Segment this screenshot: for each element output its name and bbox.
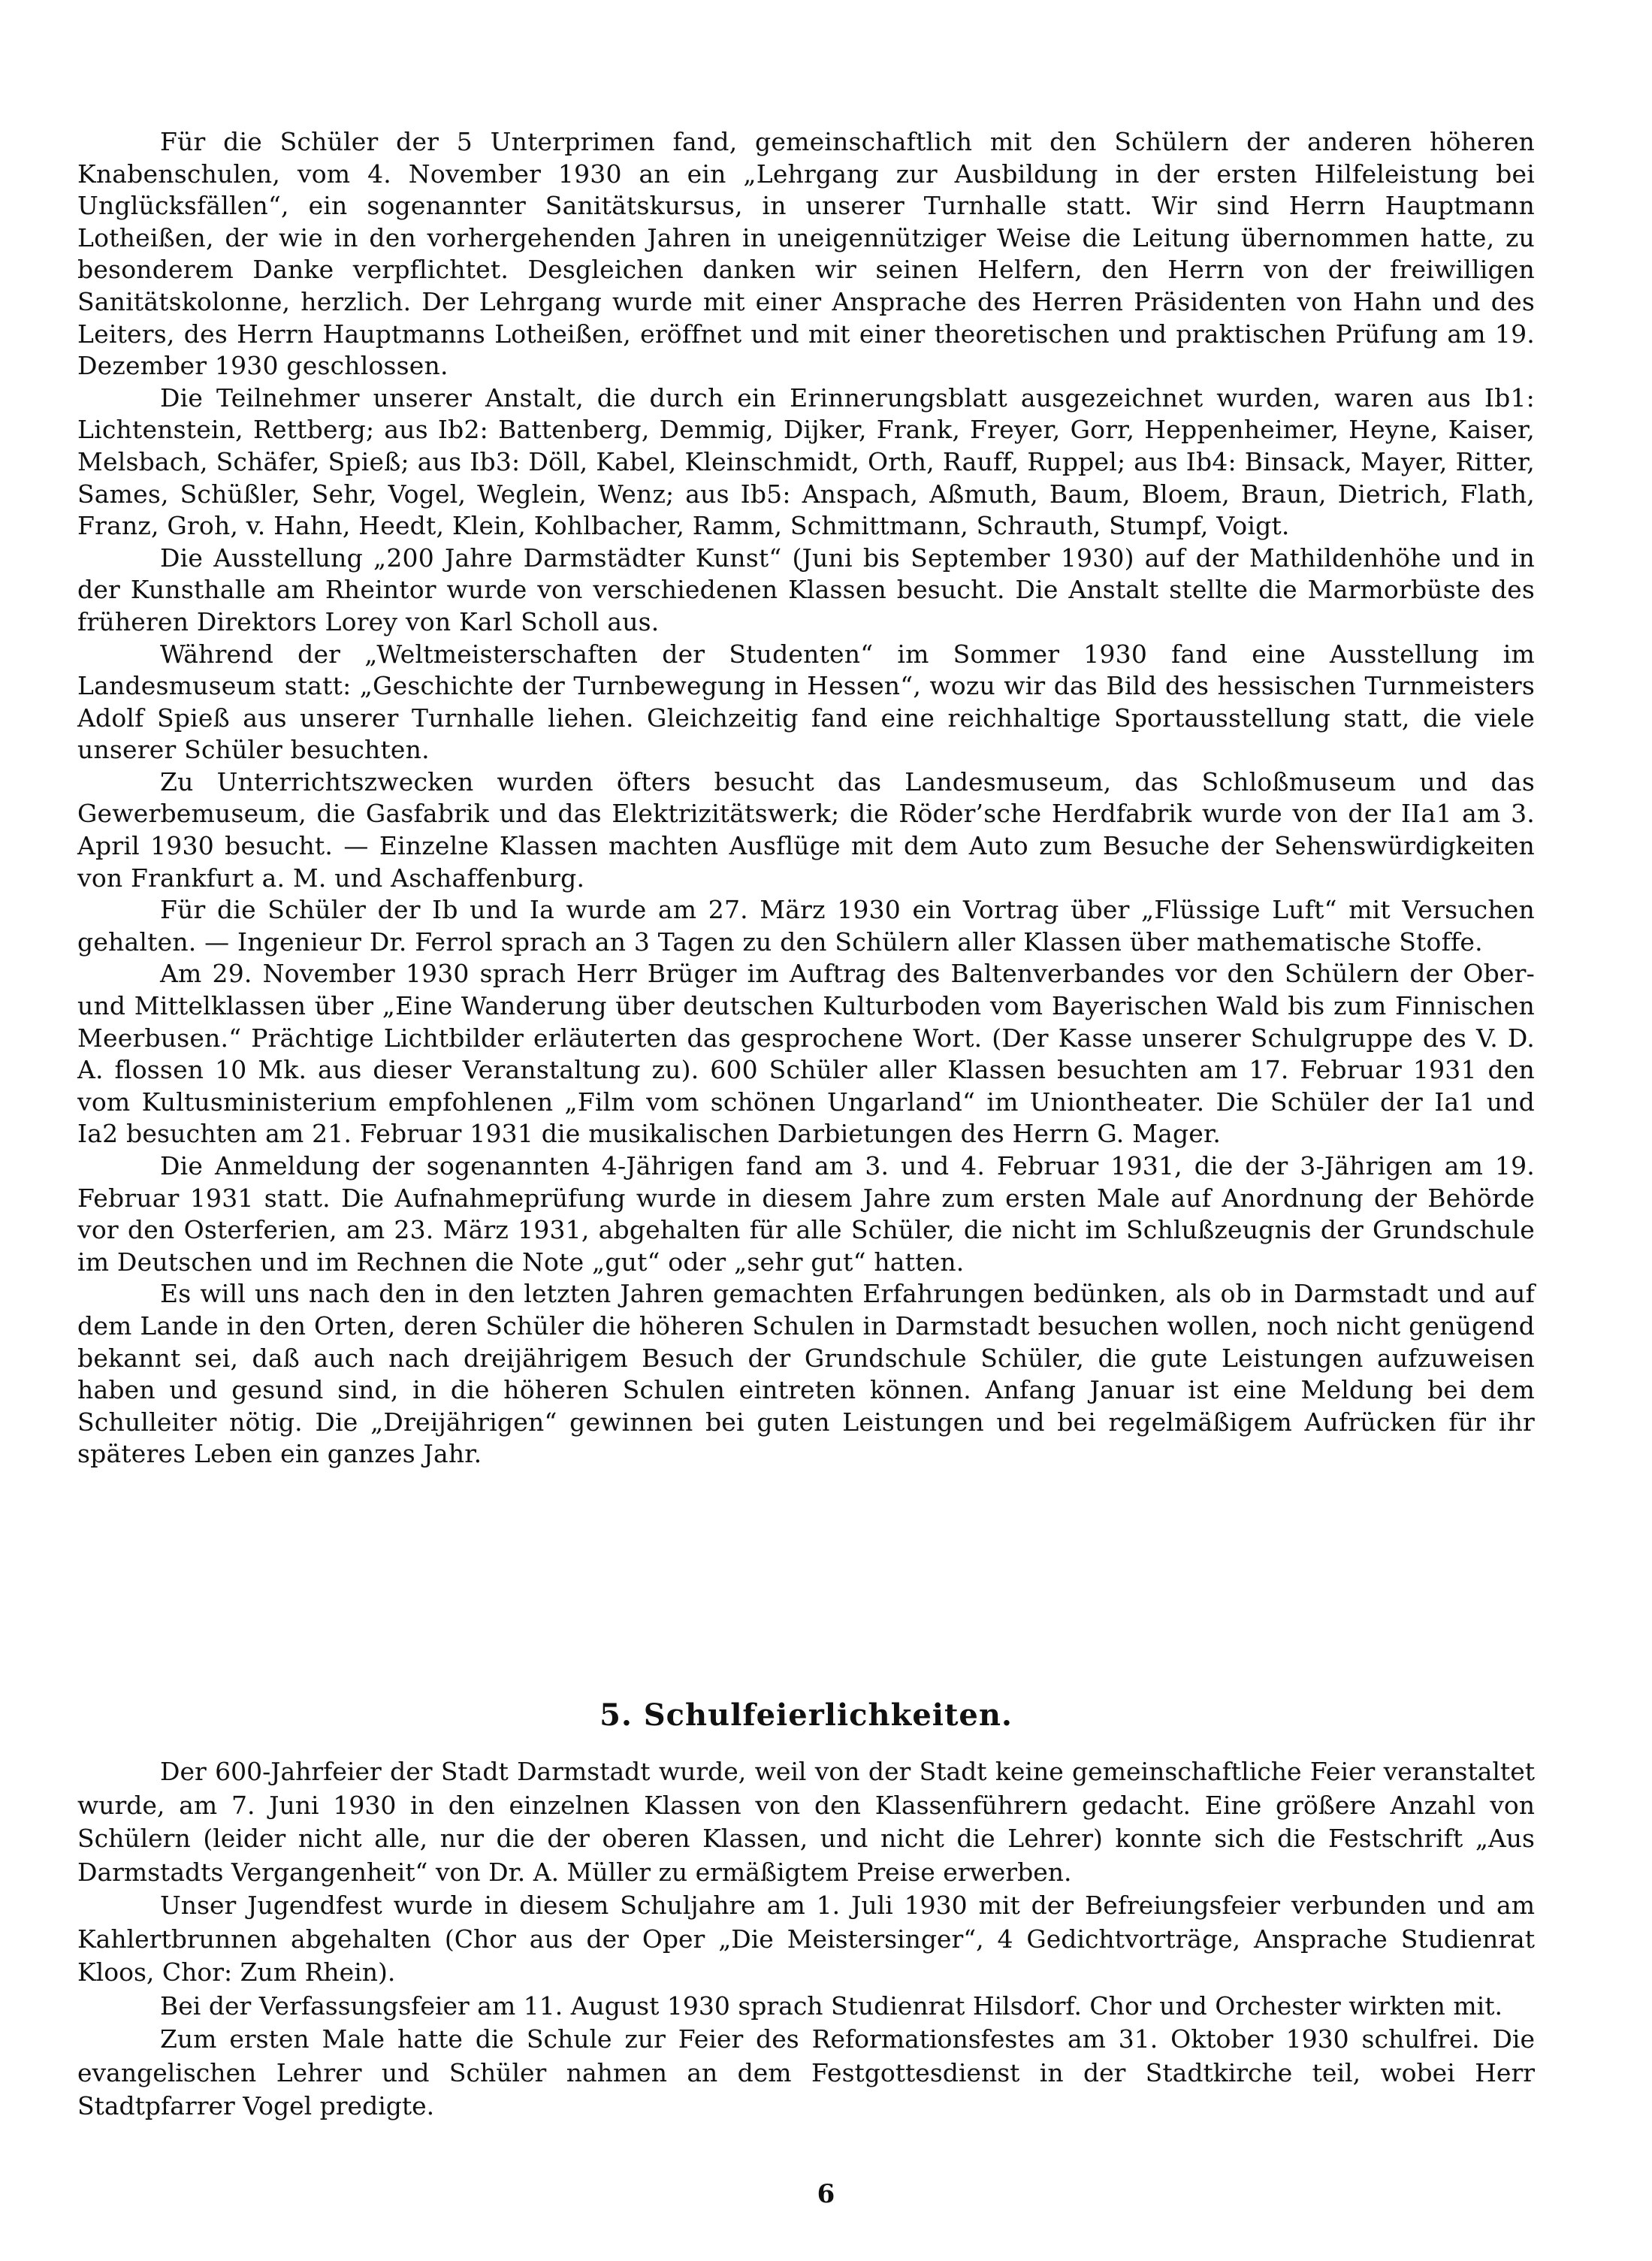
paragraph-verfassungsfeier: Bei der Verfassungsfeier am 11. August 1930 sprach Studienrat Hilsdorf. Chor und Orchester wirkten mit. bbox=[160, 1990, 1503, 2021]
paragraph-dreijaehrige: Es will uns nach den in den letzten Jahren gemachten Erfahrungen bedünken, als ob in Darmstadt und auf dem Lande in den Orten, deren Schüler die höheren Schulen in Darmstadt besuchen wollen, noch nicht genügend bekannt sei, daß auch nach dreijährigem Besuch der Grundschule Schüler, die gute Leistungen aufzuweisen haben und gesund sind, in die höheren Schulen eintreten können. Anfang Januar ist eine Meldung bei dem Schulleiter nötig. Die „Dreijährigen“ gewinnen bei guten Leistungen und bei regelmäßigem Aufrücken für ihr späteres Leben ein ganzes Jahr. bbox=[77, 1279, 1535, 1469]
paragraph-sanitaetskursus: Für die Schüler der 5 Unterprimen fand, gemeinschaftlich mit den Schülern der anderen höheren Knabenschulen, vom 4. November 1930 an ein „Lehrgang zur Ausbildung in der ersten Hilfeleistung bei Unglücksfällen“, ein sogenannter Sanitätskursus, in unserer Turnhalle statt. Wir sind Herrn Hauptmann Lotheißen, der wie in den vorhergehenden Jahren in uneigennütziger Weise die Leitung übernommen hatte, zu besonderem Danke verpflichtet. Desgleichen danken wir seinen Helfern, den Herrn von der freiwilligen Sanitätskolonne, herzlich. Der Lehrgang wurde mit einer Ansprache des Herren Präsidenten von Hahn und des Leiters, des Herrn Hauptmanns Lotheißen, eröffnet und mit einer theoretischen und praktischen Prüfung am 19. Dezember 1930 geschlossen. bbox=[77, 127, 1535, 381]
paragraph-600-jahrfeier: Der 600-Jahrfeier der Stadt Darmstadt wurde, weil von der Stadt keine gemeinschaftliche Feier veranstaltet wurde, am 7. Juni 1930 in den einzelnen Klassen von den Klassenführern gedacht. Eine größere Anzahl von Schülern (leider nicht alle, nur die der oberen Klassen, und nicht die Lehrer) konnte sich die Festschrift „Aus Darmstadts Vergangenheit“ von Dr. A. Müller zu ermäßigtem Preise erwerben. bbox=[77, 1757, 1535, 1887]
paragraph-jugendfest: Unser Jugendfest wurde in diesem Schuljahre am 1. Juli 1930 mit der Befreiungsfeier verbunden und am Kahlertbrunnen abgehalten (Chor aus der Oper „Die Meistersinger“, 4 Gedichtvorträge, Ansprache Studienrat Kloos, Chor: Zum Rhein). bbox=[77, 1891, 1535, 1987]
paragraph-reformationsfest: Zum ersten Male hatte die Schule zur Feier des Reformationsfestes am 31. Oktober 1930 schulfrei. Die evangelischen Lehrer und Schüler nahmen an dem Festgottesdienst in der Stadtkirche teil, wobei Herr Stadtpfarrer Vogel predigte. bbox=[77, 2024, 1535, 2120]
paragraph-vortrag-fluessige-luft: Für die Schüler der Ib und Ia wurde am 27. März 1930 ein Vortrag über „Flüssige Luft“ mit Versuchen gehalten. — Ingenieur Dr. Ferrol sprach an 3 Tagen zu den Schülern aller Klassen über mathematische Stoffe. bbox=[77, 895, 1535, 957]
paragraph-teilnehmer: Die Teilnehmer unserer Anstalt, die durch ein Erinnerungsblatt ausgezeichnet wurden, waren aus Ib1: Lichtenstein, Rettberg; aus Ib2: Battenberg, Demmig, Dijker, Frank, Freyer, Gorr, Heppenheimer, Heyne, Kaiser, Melsbach, Schäfer, Spieß; aus Ib3: Döll, Kabel, Kleinschmidt, Orth, Rauff, Ruppel; aus Ib4: Binsack, Mayer, Ritter, Sames, Schüßler, Sehr, Vogel, Weglein, Wenz; aus Ib5: Anspach, Aßmuth, Baum, Bloem, Braun, Dietrich, Flath, Franz, Groh, v. Hahn, Heedt, Klein, Kohlbacher, Ramm, Schmittmann, Schrauth, Stumpf, Voigt. bbox=[77, 382, 1535, 541]
page-number: 6 bbox=[817, 2179, 835, 2209]
main-text-block bbox=[77, 126, 1535, 1471]
paragraph-ausstellung-kunst: Die Ausstellung „200 Jahre Darmstädter Kunst“ (Juni bis September 1930) auf der Mathildenhöhe und in der Kunsthalle am Rheintor wurde von verschiedenen Klassen besucht. Die Anstalt stellte die Marmorbüste des früheren Direktors Lorey von Karl Scholl aus. bbox=[77, 543, 1535, 636]
paragraph-baltenverband: Am 29. November 1930 sprach Herr Brüger im Auftrag des Baltenverbandes vor den Schülern der Ober- und Mittelklassen über „Eine Wanderung über deutschen Kulturboden vom Bayerischen Wald bis zum Finnischen Meerbusen.“ Prächtige Lichtbilder erläuterten das gesprochene Wort. (Der Kasse unserer Schulgruppe des V. D. A. flossen 10 Mk. aus dieser Veranstaltung zu). 600 Schüler aller Klassen besuchten am 17. Februar 1931 den vom Kultusministerium empfohlenen „Film vom schönen Ungarland“ im Uniontheater. Die Schüler der Ia1 und Ia2 besuchten am 21. Februar 1931 die musikalischen Darbietungen des Herrn G. Mager. bbox=[77, 959, 1535, 1149]
section-heading: 5. Schulfeierlichkeiten. bbox=[599, 1697, 1013, 1733]
paragraph-unterrichtszwecke: Zu Unterrichtszwecken wurden öfters besucht das Landesmuseum, das Schloßmuseum und das Gewerbemuseum, die Gasfabrik und das Elektrizitätswerk; die Röder’sche Herdfabrik wurde von der IIa1 am 3. April 1930 besucht. — Einzelne Klassen machten Ausflüge mit dem Auto zum Besuche der Sehenswürdigkeiten von Frankfurt a. M. und Aschaffenburg. bbox=[77, 766, 1535, 893]
paragraph-weltmeisterschaften: Während der „Weltmeisterschaften der Studenten“ im Sommer 1930 fand eine Ausstellung im Landesmuseum statt: „Geschichte der Turnbewegung in Hessen“, wozu wir das Bild des hessischen Turnmeisters Adolf Spieß aus unserer Turnhalle liehen. Gleichzeitig fand eine reichhaltige Sportausstellung statt, die viele unserer Schüler besuchten. bbox=[77, 639, 1535, 765]
section-text-block bbox=[77, 1755, 1535, 2123]
paragraph-anmeldung: Die Anmeldung der sogenannten 4-Jährigen fand am 3. und 4. Februar 1931, die der 3-Jährigen am 19. Februar 1931 statt. Die Aufnahmeprüfung wurde in diesem Jahre zum ersten Male auf Anordnung der Behörde vor den Osterferien, am 23. März 1931, abgehalten für alle Schüler, die nicht im Schlußzeugnis der Grundschule im Deutschen und im Rechnen die Note „gut“ oder „sehr gut“ hatten. bbox=[77, 1151, 1535, 1277]
